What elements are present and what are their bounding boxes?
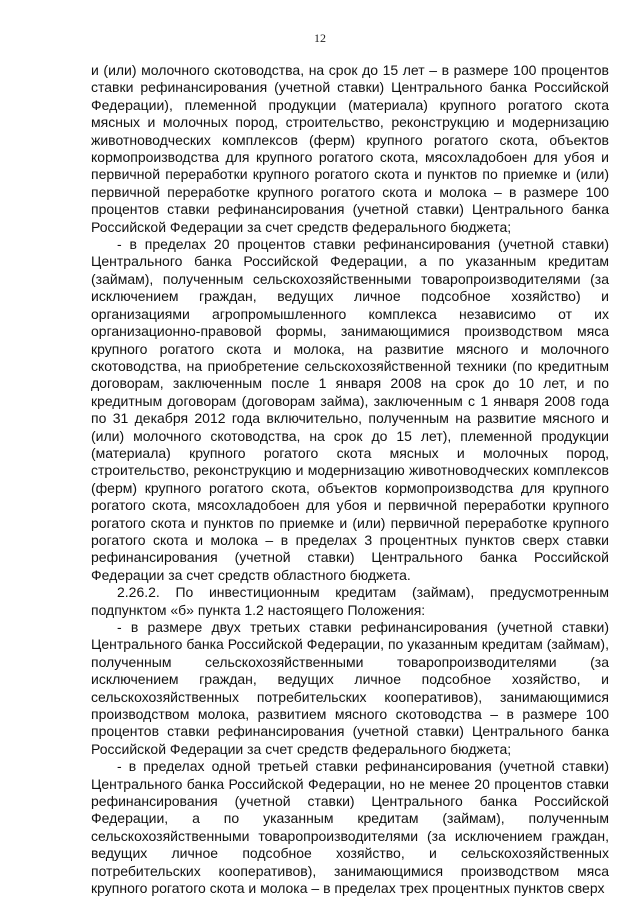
paragraph-two-thirds-rate: - в размере двух третьих ставки рефинансирования (учетной ставки) Центрального банка Российской Федерации, по указанным кредитам (займам), полученным сельскохозяйственными товаропроизводителями (за исключением граждан, ведущих личное подсобное хозяйство, и сельскохозяйственных потребительских кооперативов), занимающимися производством молока, развитием мясного скотоводства – в размере 100 процентов ставки рефинансирования (учетной ставки) Центрального банка Российской Федерации за счет средств федерального бюджета; (91, 619, 609, 757)
paragraph-one-third-rate: - в пределах одной третьей ставки рефинансирования (учетной ставки) Центрального банка Российской Федерации, но не менее 20 процентов ставки рефинансирования (учетной ставки) Центрального банка Российской Федерации, а по указанным кредитам (займам), полученным сельскохозяйственными товаропроизводителями (за исключением граждан, ведущих личное подсобное хозяйство, и сельскохозяйственных потребительских кооперативов), занимающимися производством мяса крупного рогатого скота и молока – в пределах трех процентных пунктов сверх (91, 758, 609, 897)
document-body (91, 62, 609, 898)
paragraph-section-2-26-2: 2.26.2. По инвестиционным кредитам (займам), предусмотренным подпунктом «б» пункта 1.2 настоящего Положения: (91, 584, 609, 618)
paragraph-regional-rate: - в пределах 20 процентов ставки рефинансирования (учетной ставки) Центрального банка Российской Федерации, а по указанным кредитам (займам), полученным сельскохозяйственными товаропроизводителями (за исключением граждан, ведущих личное подсобное хозяйство) и организациями агропромышленного комплекса независимо от их организационно-правовой формы, занимающимися производством мяса крупного рогатого скота и молока, на развитие мясного и молочного скотоводства, на приобретение сельскохозяйственной техники (по кредитным договорам, заключенным после 1 января 2008 на срок до 10 лет, и по кредитным договорам (договорам займа), заключенным с 1 января 2008 года по 31 декабря 2012 года включительно, полученным на развитие мясного и (или) молочного скотоводства, на срок до 15 лет), племенной продукции (материала) крупного рогатого скота мясных и молочных пород, строительство, реконструкцию и модернизацию животноводческих комплексов (ферм) крупного рогатого скота, объектов кормопроизводства для крупного рогатого скота, мясохладобоен для убоя и первичной переработки крупного рогатого скота и пунктов по приемке и (или) первичной переработке крупного рогатого скота и молока – в пределах 3 процентных пунктов сверх ставки рефинансирования (учетной ставки) Центрального банка Российской Федерации за счет средств областного бюджета. (91, 236, 609, 583)
paragraph-continuation: и (или) молочного скотоводства, на срок до 15 лет – в размере 100 процентов ставки рефинансирования (учетной ставки) Центрального банка Российской Федерации), племенной продукции (материала) крупного рогатого скота мясных и молочных пород, строительство, реконструкцию и модернизацию животноводческих комплексов (ферм) крупного рогатого скота, объектов кормопроизводства для крупного рогатого скота, мясохладобоен для убоя и первичной переработки крупного рогатого скота и пунктов по приемке и (или) первичной переработке крупного рогатого скота и молока – в размере 100 процентов ставки рефинансирования (учетной ставки) Центрального банка Российской Федерации за счет средств федерального бюджета; (91, 62, 609, 235)
page-number: 12 (314, 31, 326, 45)
